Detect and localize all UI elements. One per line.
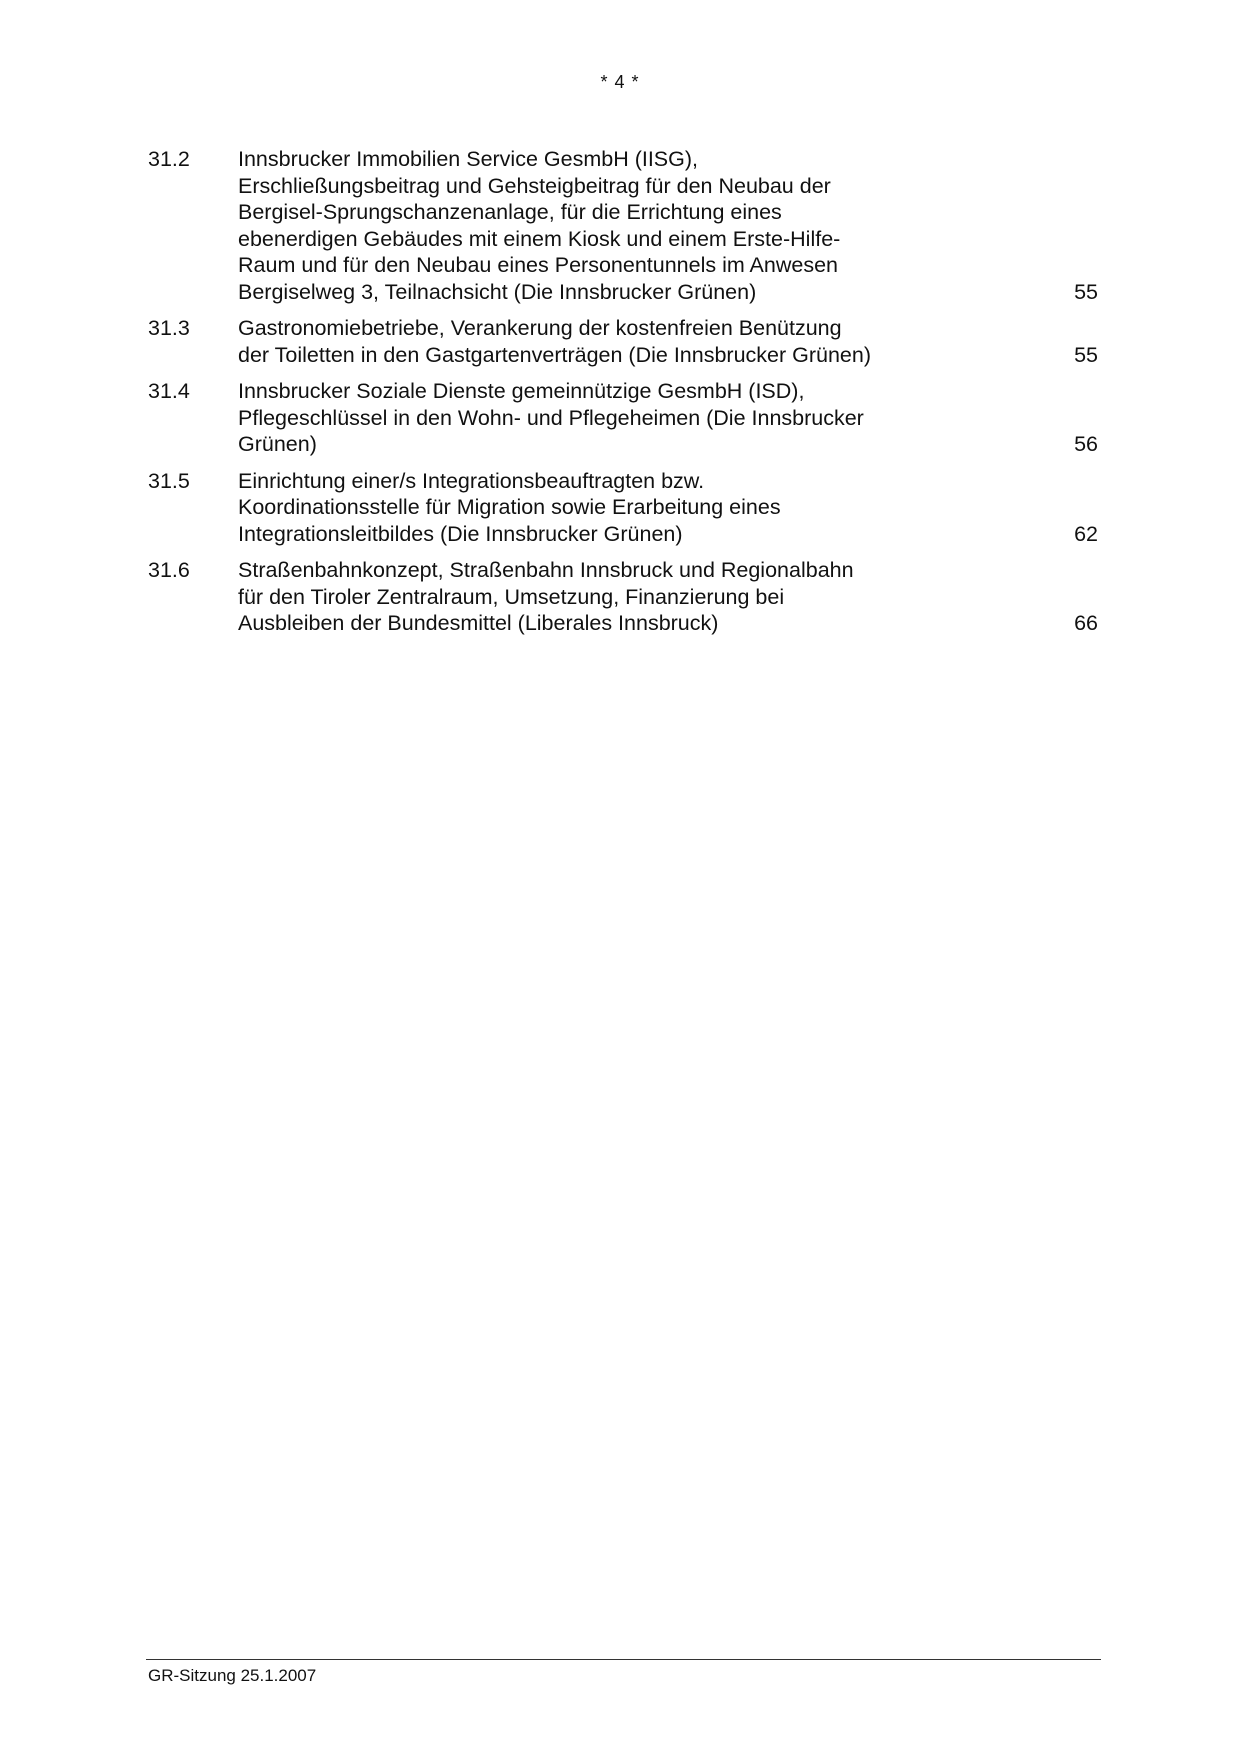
- toc-entry-title-line: Bergisel-Sprungschanzenanlage, für die Errichtung eines: [238, 200, 782, 224]
- toc-entry-page-number: 55: [1074, 342, 1098, 367]
- toc-entry-title-line: ebenerdigen Gebäudes mit einem Kiosk und einem Erste-Hilfe-: [238, 226, 841, 251]
- toc-entry-title: [238, 378, 928, 458]
- toc-entry: [148, 146, 1098, 305]
- toc-entry-title-line: Koordinationsstelle für Migration sowie Erarbeitung eines: [238, 495, 781, 519]
- toc-entry-title-line: Raum und für den Neubau eines Personentunnels im Anwesen: [238, 253, 838, 277]
- page-number: * 4 *: [600, 72, 640, 92]
- toc-entry-title-line: Straßenbahnkonzept, Straßenbahn Innsbruck und Regionalbahn: [238, 558, 854, 582]
- toc-entry: [148, 378, 1098, 458]
- toc-entry-page-number: 55: [1074, 279, 1098, 304]
- toc-entry-page-number: 66: [1074, 611, 1098, 635]
- toc-entry-number: 31.2: [148, 147, 190, 171]
- footer-text: GR-Sitzung 25.1.2007: [148, 1666, 317, 1685]
- toc-entry-number: 31.3: [148, 316, 190, 340]
- table-of-contents: [148, 146, 1098, 647]
- toc-entry-title-line: Erschließungsbeitrag und Gehsteigbeitrag für den Neubau der: [238, 173, 831, 198]
- toc-entry-title: [238, 146, 928, 305]
- toc-entry-title-line: Grünen): [238, 432, 317, 456]
- toc-entry-title-line: Innsbrucker Immobilien Service GesmbH (IISG),: [238, 147, 698, 171]
- toc-entry-page-number: 62: [1074, 521, 1098, 546]
- toc-entry: [148, 468, 1098, 548]
- toc-entry-title-line: Einrichtung einer/s Integrationsbeauftragten bzw.: [238, 468, 705, 493]
- toc-entry-title-line: für den Tiroler Zentralraum, Umsetzung, Finanzierung bei: [238, 584, 785, 609]
- toc-entry-title-line: Integrationsleitbildes (Die Innsbrucker Grünen): [238, 521, 683, 546]
- toc-entry-title: [238, 468, 928, 548]
- toc-entry-title-line: Pflegeschlüssel in den Wohn- und Pflegeheimen (Die Innsbrucker: [238, 405, 864, 430]
- toc-entry-title-line: Bergiselweg 3, Teilnachsicht (Die Innsbrucker Grünen): [238, 279, 757, 304]
- toc-entry-number: 31.5: [148, 468, 190, 493]
- toc-entry-title-line: Innsbrucker Soziale Dienste gemeinnützige GesmbH (ISD),: [238, 379, 805, 403]
- toc-entry-title-line: der Toiletten in den Gastgartenverträgen (Die Innsbrucker Grünen): [238, 342, 872, 367]
- toc-entry-number: 31.4: [148, 379, 190, 403]
- toc-entry-page-number: 56: [1074, 432, 1098, 456]
- toc-entry-number: 31.6: [148, 558, 190, 582]
- toc-entry-title-line: Gastronomiebetriebe, Verankerung der kostenfreien Benützung: [238, 316, 842, 340]
- toc-entry: [148, 557, 1098, 637]
- toc-entry: [148, 315, 1098, 368]
- footer-divider: [146, 1659, 1101, 1660]
- toc-entry-title-line: Ausbleiben der Bundesmittel (Liberales Innsbruck): [238, 611, 719, 635]
- toc-entry-title: [238, 315, 928, 368]
- toc-entry-title: [238, 557, 928, 637]
